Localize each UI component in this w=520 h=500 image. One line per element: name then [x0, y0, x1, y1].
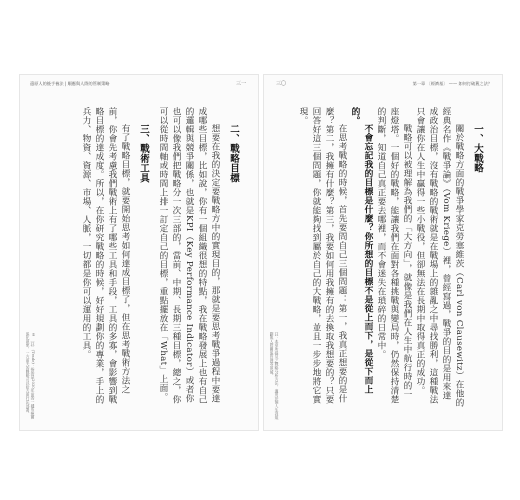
- paragraph: 想要在我的決定要戰略方中的實現目的，那就是要思考戰爭過程中要達成哪些目標，比如說，你有一個組織很想的特點，我在戰略發展上也有自己的邏輯與競爭關係，也就是KPI（Key Performance Indicator）或者你也可以像我們把戰略分一次三部的，當前、中期、長期三種目標，總之，你可以從時間軸或時間上排一訂定自己的目標，重點擺放在「What」上面。: [158, 107, 220, 404]
- footnote: ① 〔註〕(Trade)：指的是2030年前的一種系統關係化現象，一方面大的戰略可以給方面打法部署。: [26, 332, 36, 420]
- book-spread: [20, 75, 502, 430]
- running-head: 第一章 〔經濟基〕 —— 如何打破舊之法？: [412, 81, 492, 86]
- section-heading: 二、戰略目標: [228, 124, 239, 184]
- paragraph: 在思考戰略的時候，首先要問自己三個問題：第一，我真正想要的是什麼？第二，我擁有什麼？第三，我要如何用我擁有的去換取我想要的？只要回答好這三個問題，你就能夠找到屬於自己的大戰略，並且一步步地將它實現。: [298, 107, 347, 404]
- paragraph: 關於戰略方面的戰爭學家克勞塞維茨（Carl von Clausewitz）在他的經典名作《戰爭論》（Vom Kriege）裡，曾經寫過，戰爭的目的是用來達成政治目標，沒有戰略的戰術就是在戰場上的雜亂之中尋找勝利，這種戰法只會讓你在人生中贏得一些小戰役，但卻無法在長期中取得真正的成功。: [415, 107, 464, 408]
- left-page: [20, 75, 258, 430]
- emphasis-paragraph: 不會忘記我的目標是什麼？你所想的目標不是從上而下，是從下而上的。: [350, 107, 373, 395]
- paragraph: 有了戰略目標，就要開始思考如何達成目標了，但在思考戰術方法之前，你會先考慮我們戰術上有了哪些工具和手段，工具的多寡，會影響到戰略目標的達成度。所以，在你研究戰略的時候，好好規劃你的專業，手上的兵力、物資、資源、市場、人脈，一切都是你可以運用的工具。: [81, 107, 130, 404]
- section-heading: 一、大戰略: [472, 124, 483, 174]
- running-head: 還原人的後手養法 | 順應與人際的管制策略: [30, 81, 110, 86]
- body-text: [285, 107, 490, 408]
- body-text: [46, 107, 246, 408]
- page-number: 三〇: [276, 81, 287, 87]
- page-number: 三一: [235, 81, 246, 87]
- section-heading: 三、戰術工具: [138, 124, 149, 184]
- footnote: 註：本章所提及之戰略分析方法，適用於個人生涯規劃與人際關係管理等領域。: [270, 332, 280, 420]
- right-page: [264, 75, 502, 430]
- paragraph: 戰略可以被理解為我們的「大方向」，就像是我們在人生中航行時的一座燈塔。一個好的戰略，能讓我們在面對各種挑戰與變局時，仍然保持清楚的判斷，知道自己真正要去哪裡，而不會迷失在瑣碎的日常中。: [376, 107, 412, 404]
